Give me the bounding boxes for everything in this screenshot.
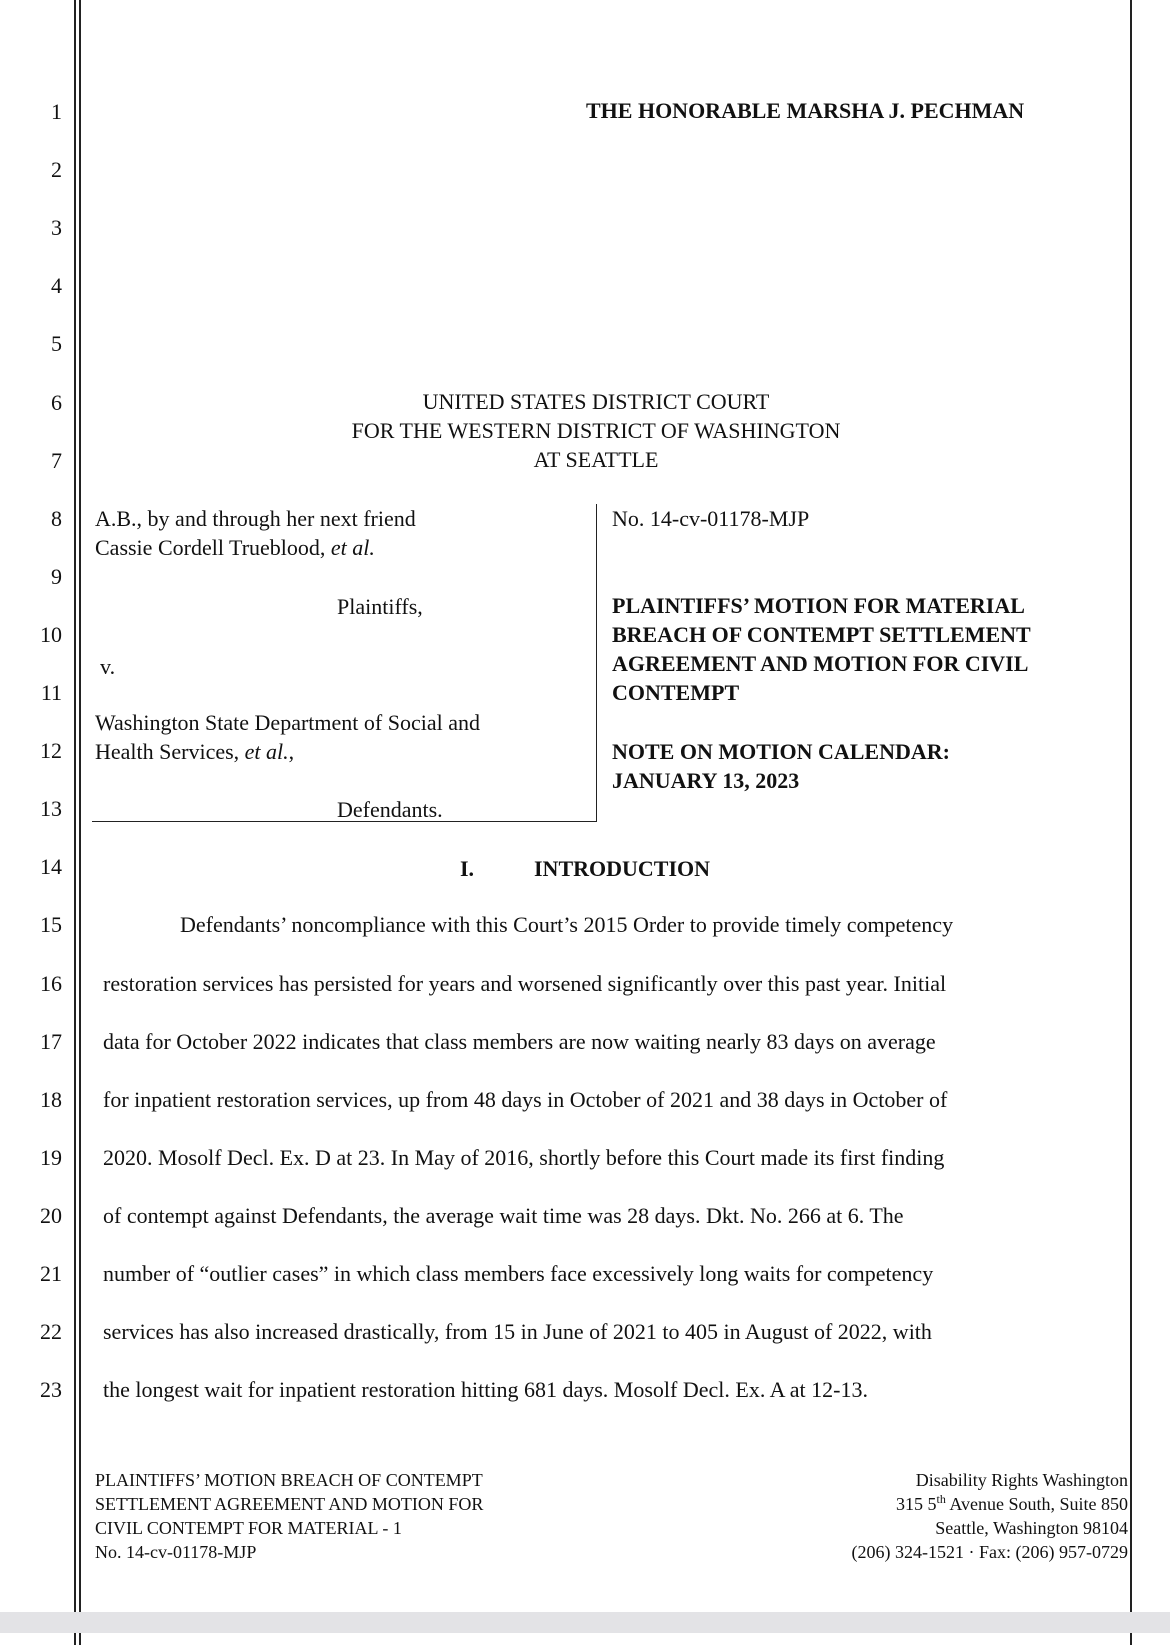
footer-right xyxy=(852,1468,1128,1564)
defendant-line-1: Washington State Department of Social and xyxy=(95,710,480,735)
plaintiff-et-al: et al. xyxy=(330,535,375,560)
court-line-2: FOR THE WESTERN DISTRICT OF WASHINGTON xyxy=(351,418,841,443)
plaintiffs-label: Plaintiffs, xyxy=(337,594,423,619)
line-number: 22 xyxy=(40,1319,62,1345)
footer-address-number: 315 5 xyxy=(895,1494,937,1514)
footer-left-line-2: SETTLEMENT AGREEMENT AND MOTION FOR xyxy=(95,1494,484,1514)
line-number: 13 xyxy=(40,796,62,822)
line-number: 9 xyxy=(51,563,62,589)
line-number: 15 xyxy=(40,912,62,938)
body-line: the longest wait for inpatient restoration hitting 681 days. Mosolf Decl. Ex. A at 12-13. xyxy=(103,1377,868,1403)
line-number: 6 xyxy=(51,389,62,415)
footer-phone: (206) 324-1521 · Fax: (206) 957-0729 xyxy=(851,1542,1128,1562)
court-line-1: UNITED STATES DISTRICT COURT xyxy=(422,389,770,414)
footer-left-line-3: CIVIL CONTEMPT FOR MATERIAL - 1 xyxy=(95,1518,402,1538)
body-line: number of “outlier cases” in which class members face excessively long waits for competency xyxy=(103,1261,934,1286)
case-number: No. 14-cv-01178-MJP xyxy=(612,506,810,531)
line-number: 4 xyxy=(51,273,62,299)
defendant-name: Health Services, xyxy=(95,739,240,764)
footer-left-line-4: No. 14-cv-01178-MJP xyxy=(95,1542,257,1562)
footer-org: Disability Rights Washington xyxy=(915,1470,1128,1490)
line-number: 18 xyxy=(40,1086,62,1112)
motion-title-line-2: BREACH OF CONTEMPT SETTLEMENT xyxy=(612,622,1031,647)
judge-header: THE HONORABLE MARSHA J. PECHMAN xyxy=(586,98,1025,123)
line-number: 5 xyxy=(51,331,62,357)
line-number: 19 xyxy=(40,1144,62,1170)
line-number: 14 xyxy=(40,854,62,880)
viewer-bottom-bar xyxy=(0,1612,1170,1633)
note-on-motion xyxy=(612,737,950,795)
line-number: 1 xyxy=(51,99,62,124)
body-line: 2020. Mosolf Decl. Ex. D at 23. In May of 2016, shortly before this Court made its first finding xyxy=(103,1144,945,1170)
caption-vertical-rule xyxy=(596,504,597,822)
court-line-3: AT SEATTLE xyxy=(533,447,659,472)
line-number: 20 xyxy=(40,1202,62,1228)
motion-title-line-4: CONTEMPT xyxy=(612,680,740,705)
body-line: restoration services has persisted for years and worsened significantly over this past year. Initial xyxy=(103,970,947,996)
footer-left-line-1: PLAINTIFFS’ MOTION BREACH OF CONTEMPT xyxy=(95,1470,483,1490)
note-line-1: NOTE ON MOTION CALENDAR: xyxy=(612,739,950,764)
versus: v. xyxy=(100,654,116,679)
body-line: services has also increased drastically, from 15 in June of 2021 to 405 in August of 2022, with xyxy=(103,1319,932,1345)
line-number: 3 xyxy=(51,215,62,241)
footer-address-rest: Avenue South, Suite 850 xyxy=(945,1494,1128,1514)
body-line: of contempt against Defendants, the average wait time was 28 days. Dkt. No. 266 at 6. The xyxy=(103,1202,904,1228)
court-name xyxy=(86,387,1106,474)
line-number: 7 xyxy=(51,447,62,473)
body-line: Defendants’ noncompliance with this Court’s 2015 Order to provide timely competency xyxy=(180,912,954,938)
footer-address xyxy=(852,1492,1128,1516)
plaintiff-line-1: A.B., by and through her next friend xyxy=(95,506,416,531)
footer-left xyxy=(95,1468,483,1564)
section-title: INTRODUCTION xyxy=(534,856,711,881)
line-number: 21 xyxy=(40,1261,62,1286)
footer-city: Seattle, Washington 98104 xyxy=(935,1518,1128,1538)
motion-title-line-3: AGREEMENT AND MOTION FOR CIVIL xyxy=(612,651,1029,676)
motion-title-line-1: PLAINTIFFS’ MOTION FOR MATERIAL xyxy=(612,593,1025,618)
right-margin-rule xyxy=(1130,0,1132,1645)
line-number: 17 xyxy=(40,1028,62,1054)
line-number: 8 xyxy=(51,505,62,531)
defendant-comma: , xyxy=(288,739,295,764)
section-number: I. xyxy=(460,856,475,881)
line-number: 11 xyxy=(40,680,62,705)
defendant-et-al: et al. xyxy=(244,739,289,764)
line-number: 10 xyxy=(40,621,62,647)
line-number: 12 xyxy=(40,738,62,764)
body-line: data for October 2022 indicates that class members are now waiting nearly 83 days on average xyxy=(103,1028,936,1054)
defendant-line-2 xyxy=(95,737,294,766)
left-margin-rule-inner xyxy=(79,0,81,1645)
motion-title xyxy=(612,591,1031,707)
plaintiff-name: Cassie Cordell Trueblood, xyxy=(95,535,326,560)
line-number: 16 xyxy=(40,970,62,996)
line-number: 23 xyxy=(40,1377,62,1403)
note-line-2: JANUARY 13, 2023 xyxy=(612,768,800,793)
body-line: for inpatient restoration services, up from 48 days in October of 2021 and 38 days in October of xyxy=(103,1086,948,1112)
line-number: 2 xyxy=(51,157,62,183)
left-margin-rule-outer xyxy=(74,0,76,1645)
footer-address-sup: th xyxy=(936,1492,946,1506)
plaintiff-line-2 xyxy=(95,533,375,562)
defendants-label: Defendants. xyxy=(337,797,443,822)
